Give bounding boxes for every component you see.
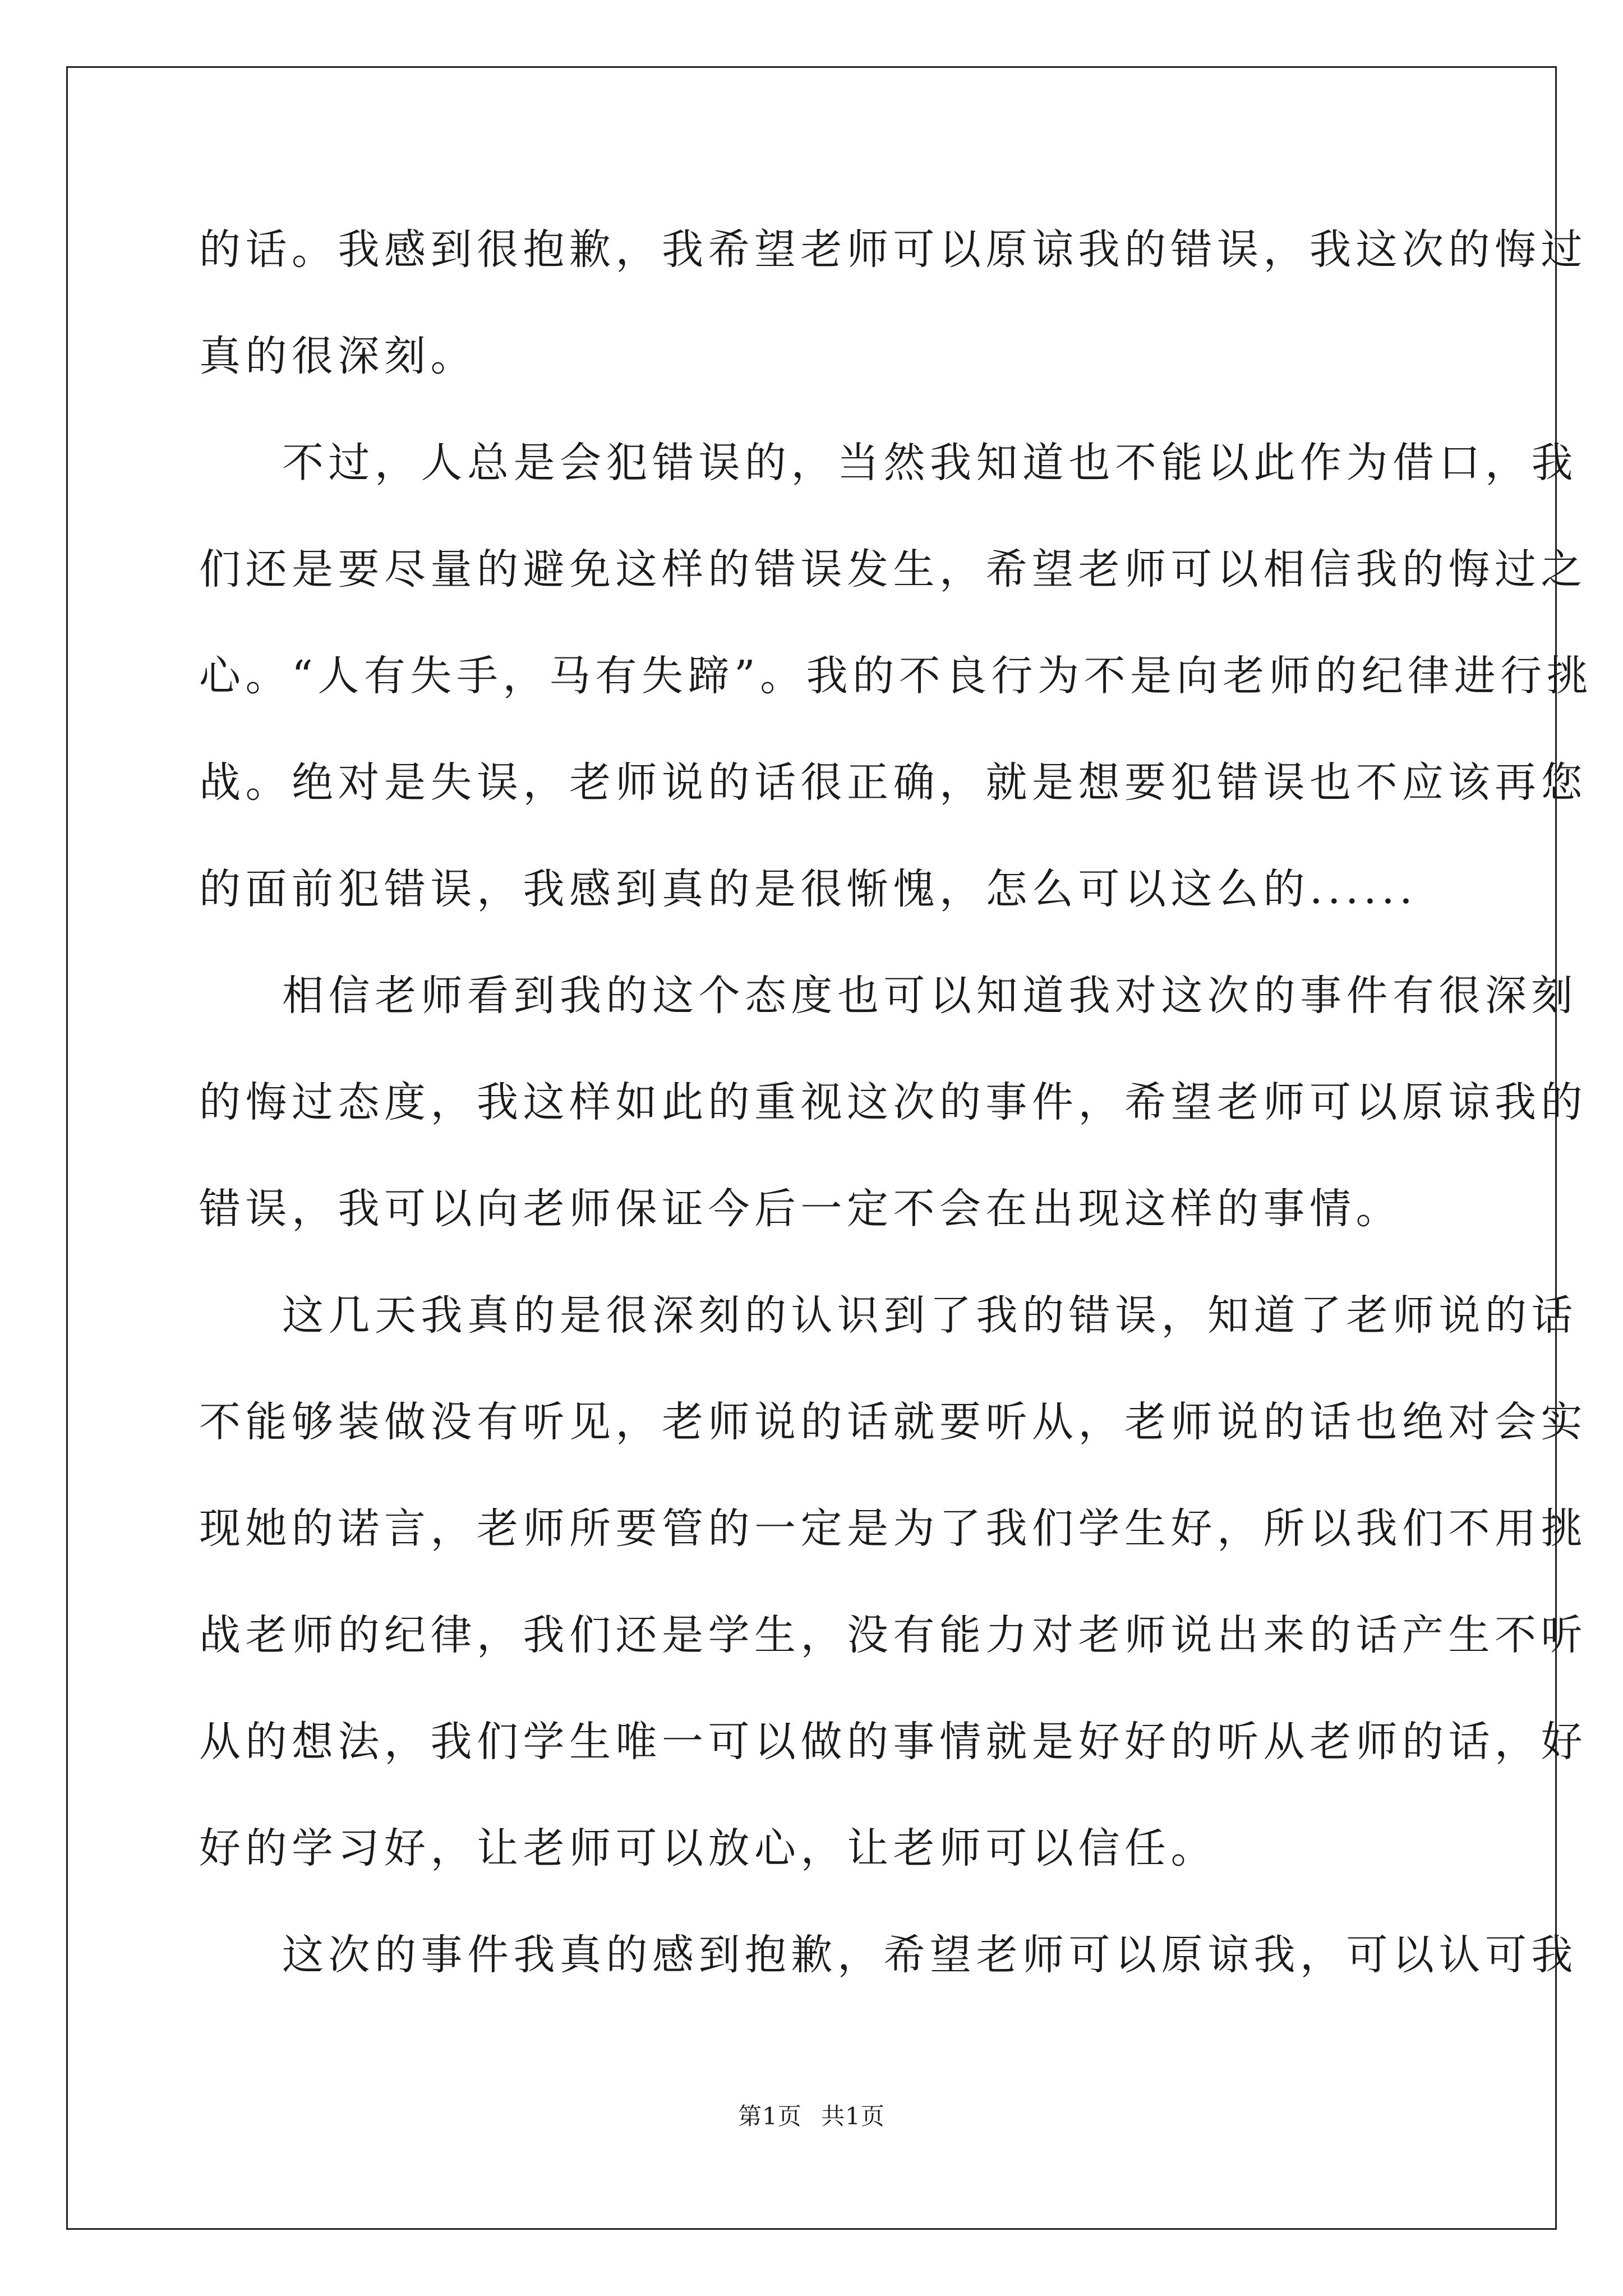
text-line: 错误，我可以向老师保证今后一定不会在出现这样的事情。: [199, 1185, 1402, 1233]
text-line: 不过，人总是会犯错误的，当然我知道也不能以此作为借口，我: [282, 439, 1578, 487]
page-total: 共1页: [821, 2102, 885, 2130]
page-footer: [0, 2098, 1623, 2132]
text-line: 们还是要尽量的避免这样的错误发生，希望老师可以相信我的悔过之: [199, 545, 1587, 593]
text-line: 这次的事件我真的感到抱歉，希望老师可以原谅我，可以认可我: [282, 1931, 1578, 1979]
text-line: 好的学习好，让老师可以放心，让老师可以信任。: [199, 1824, 1217, 1872]
text-line: 相信老师看到我的这个态度也可以知道我对这次的事件有很深刻: [282, 972, 1578, 1020]
text-line: 的悔过态度，我这样如此的重视这次的事件，希望老师可以原谅我的: [199, 1078, 1587, 1126]
text-line: 真的很深刻。: [199, 332, 477, 380]
page-number: 第1页: [738, 2102, 802, 2130]
text-line: 不能够装做没有听见，老师说的话就要听从，老师说的话也绝对会实: [199, 1398, 1587, 1446]
text-line: 的面前犯错误，我感到真的是很惭愧，怎么可以这么的......: [199, 865, 1418, 913]
text-line: 战老师的纪律，我们还是学生，没有能力对老师说出来的话产生不听: [199, 1611, 1587, 1659]
text-line: 心。“人有失手，马有失蹄”。我的不良行为不是向老师的纪律进行挑: [199, 652, 1593, 700]
text-line: 从的想法，我们学生唯一可以做的事情就是好好的听从老师的话，好: [199, 1718, 1587, 1766]
text-line: 这几天我真的是很深刻的认识到了我的错误，知道了老师说的话: [282, 1291, 1578, 1340]
text-line: 的话。我感到很抱歉，我希望老师可以原谅我的错误，我这次的悔过: [199, 226, 1587, 274]
text-line: 现她的诺言，老师所要管的一定是为了我们学生好，所以我们不用挑: [199, 1504, 1587, 1553]
document-body: [199, 213, 1593, 2025]
text-line: 战。绝对是失误，老师说的话很正确，就是想要犯错误也不应该再您: [199, 758, 1587, 807]
